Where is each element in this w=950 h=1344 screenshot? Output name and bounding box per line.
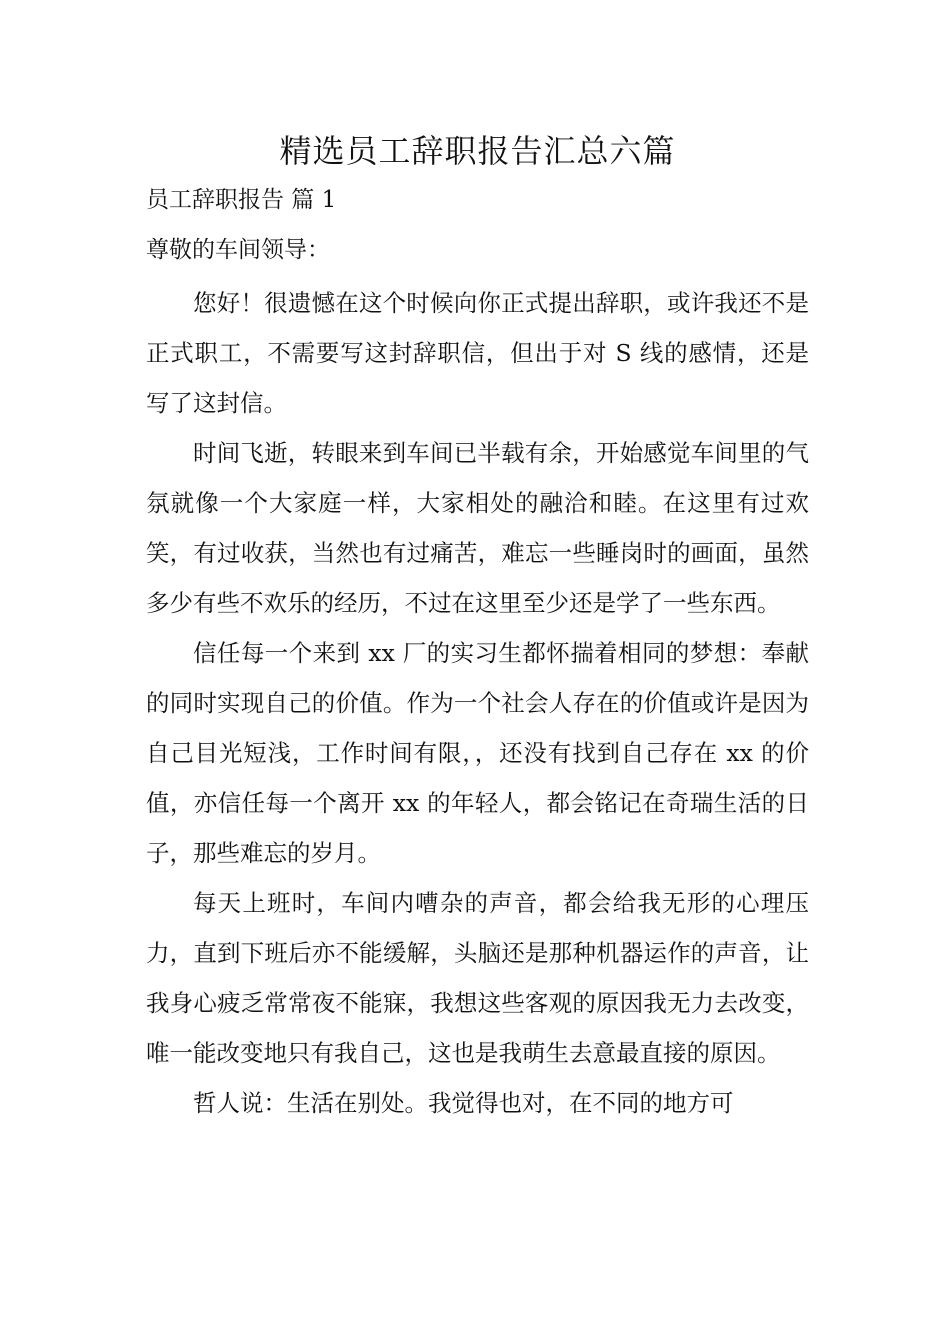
document-title: 精选员工辞职报告汇总六篇: [279, 132, 676, 170]
paragraph-1: 您好！很遗憾在这个时候向你正式提出辞职，或许我还不是正式职工，不需要写这封辞职信，但出于对 S 线的感情，还是写了这封信。: [146, 289, 809, 417]
section-heading: 员工辞职报告 篇 1: [146, 187, 337, 213]
paragraph-2: 时间飞逝，转眼来到车间已半载有余，开始感觉车间里的气氛就像一个大家庭一样，大家相处的融洽和睦。在这里有过欢笑，有过收获，当然也有过痛苦，难忘一些睡岗时的画面，虽然多少有些不欢乐的经历，不过在这里至少还是学了一些东西。: [146, 439, 809, 617]
salutation: 尊敬的车间领导：: [146, 237, 330, 263]
paragraph-5: 哲人说：生活在别处。我觉得也对，在不同的地方可: [193, 1089, 734, 1117]
letter-body: [146, 278, 809, 1128]
paragraph-4: 每天上班时，车间内嘈杂的声音，都会给我无形的心理压力，直到下班后亦不能缓解，头脑还是那种机器运作的声音，让我身心疲乏常常夜不能寐，我想这些客观的原因我无力去改变，唯一能改变地只有我自己，这也是我萌生去意最直接的原因。: [146, 889, 809, 1067]
paragraph-3: 信任每一个来到 xx 厂的实习生都怀揣着相同的梦想：奉献的同时实现自己的价值。作为一个社会人存在的价值或许是因为自己目光短浅，工作时间有限，，还没有找到自己存在 xx 的价值，亦信任每一个离开 xx 的年轻人，都会铭记在奇瑞生活的日子，那些难忘的岁月。: [146, 639, 809, 867]
